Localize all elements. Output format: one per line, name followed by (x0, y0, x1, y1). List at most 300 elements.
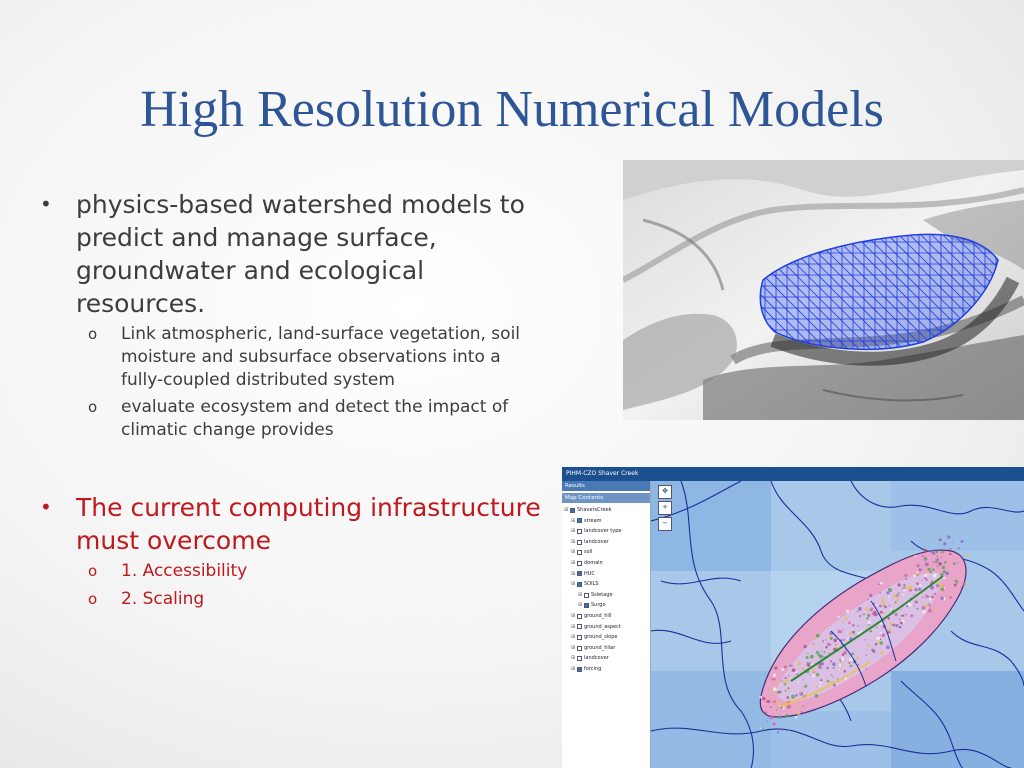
soil-patch (852, 624, 855, 627)
expand-icon[interactable]: ⊞ (571, 665, 576, 672)
soil-patch (949, 548, 952, 551)
soil-patch (939, 538, 942, 541)
layer-label: Ssletage (591, 591, 613, 598)
soil-patch (826, 667, 829, 670)
layer-tree-item[interactable] (562, 505, 650, 516)
soil-patch (842, 653, 845, 656)
soil-patch (837, 679, 838, 680)
layer-label: landcover type (584, 528, 622, 535)
soil-patch (809, 674, 810, 675)
soil-patch (922, 610, 925, 613)
soil-patch (872, 612, 875, 615)
soil-patch (915, 600, 918, 603)
soil-patch (816, 651, 819, 654)
soil-patch (917, 571, 919, 573)
soil-patch (924, 577, 927, 580)
map-contents-header[interactable]: Map Contents (562, 493, 650, 503)
soil-patch (870, 607, 873, 610)
soil-patch (877, 640, 880, 643)
soil-patch (932, 568, 935, 571)
layer-checkbox[interactable] (570, 508, 575, 513)
soil-patch (847, 633, 848, 634)
soil-patch (881, 597, 883, 599)
layer-label: ground_aspect (584, 623, 621, 630)
soil-patch (929, 607, 930, 608)
soil-patch (915, 590, 917, 592)
soil-patch (940, 551, 942, 553)
soil-patch (777, 731, 779, 733)
soil-patch (936, 558, 939, 561)
soil-patch (916, 582, 919, 585)
soil-patch (838, 669, 840, 671)
soil-patch (851, 653, 854, 656)
soil-patch (815, 672, 817, 674)
soil-patch (770, 715, 774, 719)
soil-patch (773, 678, 776, 681)
soil-patch (881, 600, 885, 604)
soil-patch (773, 674, 776, 677)
soil-patch (787, 707, 788, 708)
soil-patch (803, 679, 804, 680)
soil-patch (952, 542, 953, 543)
soil-patch (816, 673, 819, 676)
soil-patch (957, 562, 958, 563)
soil-patch (935, 551, 938, 554)
expand-icon[interactable]: ⊞ (571, 528, 576, 535)
soil-patch (880, 582, 883, 585)
soil-patch (833, 639, 837, 643)
terrain-mesh-image (623, 160, 1024, 420)
expand-icon[interactable]: ⊞ (571, 612, 576, 619)
layer-checkbox[interactable] (577, 624, 582, 629)
expand-icon[interactable]: ⊞ (571, 655, 576, 662)
layer-checkbox[interactable] (577, 646, 582, 651)
bullet-item-highlight (30, 491, 545, 557)
layer-tree-item[interactable] (562, 558, 650, 569)
layer-checkbox[interactable] (577, 550, 582, 555)
bullet-item (30, 188, 545, 320)
soil-patch (923, 549, 927, 553)
soil-patch (904, 574, 907, 577)
watershed-map-graphic (651, 481, 1024, 768)
soil-patch (925, 595, 928, 598)
layer-tree-item[interactable] (562, 600, 650, 611)
layer-checkbox[interactable] (584, 593, 589, 598)
soil-patch (830, 660, 832, 662)
soil-patch (949, 596, 952, 599)
soil-patch (850, 665, 853, 668)
soil-patch (916, 608, 918, 610)
layer-checkbox[interactable] (577, 561, 582, 566)
soil-patch (931, 596, 934, 599)
soil-patch (858, 607, 862, 611)
expand-icon[interactable]: ⊞ (571, 559, 576, 566)
soil-patch (941, 597, 944, 600)
soil-patch (946, 572, 949, 575)
soil-patch (815, 647, 817, 649)
layer-tree-item[interactable] (562, 622, 650, 633)
soil-patch (962, 570, 964, 572)
soil-patch (933, 574, 937, 578)
expand-icon[interactable]: ⊞ (571, 517, 576, 524)
layer-tree-item[interactable] (562, 653, 650, 664)
soil-patch (815, 686, 818, 689)
soil-patch (934, 593, 937, 596)
soil-patch (932, 561, 934, 563)
layer-label: SOILS (584, 581, 599, 588)
soil-patch (866, 654, 867, 655)
bullet-text: physics-based watershed models to predict and manage surface, groundwater and ecological resources. (76, 190, 525, 318)
soil-patch (882, 633, 886, 637)
layer-checkbox[interactable] (577, 635, 582, 640)
soil-patch (866, 617, 869, 620)
map-navigation-control[interactable] (658, 485, 672, 527)
soil-patch (778, 705, 780, 707)
soil-patch (776, 709, 777, 710)
sub-bullet-text: Link atmospheric, land-surface vegetation, soil moisture and subsurface observations into a fully-coupled distributed system (121, 324, 521, 390)
soil-patch (922, 555, 924, 557)
soil-patch (823, 651, 825, 653)
layer-tree-item[interactable] (562, 664, 650, 675)
soil-patch (869, 594, 872, 597)
soil-patch (888, 596, 890, 598)
soil-patch (818, 664, 822, 668)
expand-icon[interactable]: ⊞ (578, 602, 583, 609)
soil-patch (883, 612, 885, 614)
layer-checkbox[interactable] (577, 614, 582, 619)
soil-patch (858, 664, 860, 666)
soil-patch (962, 582, 965, 585)
soil-patch (820, 679, 822, 681)
soil-patch (876, 627, 877, 628)
soil-patch (876, 637, 880, 641)
soil-patch (957, 581, 959, 583)
layer-tree-item[interactable] (562, 579, 650, 590)
results-panel-header[interactable]: Results (562, 481, 650, 491)
expand-icon[interactable]: ⊞ (571, 538, 576, 545)
pan-icon[interactable]: ✥ (658, 485, 672, 499)
soil-patch (924, 557, 928, 561)
layer-checkbox[interactable] (577, 667, 582, 672)
soil-patch (788, 729, 790, 731)
zoom-in-icon[interactable]: + (658, 501, 672, 515)
expand-icon[interactable]: ⊞ (571, 549, 576, 556)
soil-patch (893, 594, 897, 598)
soil-patch (772, 722, 776, 726)
layer-tree-item[interactable] (562, 611, 650, 622)
soil-patch (857, 611, 859, 613)
soil-patch (761, 729, 764, 732)
soil-patch (799, 709, 800, 710)
soil-patch (914, 569, 915, 570)
zoom-out-icon[interactable]: − (658, 517, 672, 531)
soil-patch (802, 668, 803, 669)
soil-patch (906, 605, 908, 607)
soil-patch (785, 701, 787, 703)
soil-patch (839, 664, 842, 667)
soil-patch (898, 592, 900, 594)
soil-patch (795, 694, 798, 697)
soil-patch (928, 609, 932, 613)
sub-bullet-item (30, 588, 545, 611)
expand-icon[interactable]: ⊞ (578, 591, 583, 598)
soil-patch (916, 601, 917, 602)
soil-patch (925, 604, 929, 608)
expand-icon[interactable]: ⊞ (571, 634, 576, 641)
soil-patch (910, 614, 913, 617)
soil-patch (949, 553, 951, 555)
layer-checkbox[interactable] (577, 656, 582, 661)
layer-checkbox[interactable] (577, 529, 582, 534)
soil-patch (905, 578, 907, 580)
soil-patch (843, 629, 844, 630)
soil-patch (966, 554, 969, 557)
soil-patch (844, 617, 848, 621)
layer-label: soil (584, 549, 593, 556)
soil-patch (897, 583, 900, 586)
soil-patch (852, 631, 854, 633)
soil-patch (961, 540, 964, 543)
layer-label: ground_hilar (584, 644, 616, 651)
soil-patch (942, 551, 944, 553)
soil-patch (884, 604, 886, 606)
soil-patch (826, 639, 827, 640)
soil-patch (825, 646, 828, 649)
soil-patch (859, 647, 860, 648)
soil-patch (942, 591, 944, 593)
soil-patch (827, 680, 830, 683)
layer-label: HUC (584, 570, 595, 577)
terrain-relief-graphic (623, 160, 1024, 420)
soil-patch (935, 561, 938, 564)
sub-bullet-item (30, 396, 545, 442)
expand-icon[interactable]: ⊞ (571, 644, 576, 651)
soil-patch (784, 666, 786, 668)
soil-patch (941, 585, 944, 588)
soil-patch (928, 596, 929, 597)
soil-patch (834, 664, 836, 666)
soil-patch (958, 548, 960, 550)
layer-checkbox[interactable] (577, 582, 582, 587)
soil-patch (821, 650, 822, 651)
soil-patch (918, 588, 921, 591)
bullet-marker: • (40, 192, 52, 216)
soil-patch (930, 571, 932, 573)
soil-patch (929, 598, 932, 601)
bullet-list (30, 188, 545, 611)
soil-patch (868, 621, 871, 624)
soil-patch (806, 693, 808, 695)
map-canvas[interactable] (651, 481, 1024, 768)
soil-patch (903, 584, 905, 586)
soil-patch (842, 622, 844, 624)
soil-patch (759, 696, 762, 699)
soil-patch (865, 607, 869, 611)
sub-bullet-marker: o (88, 590, 98, 608)
soil-patch (766, 726, 767, 727)
layer-label: landcover (584, 538, 609, 545)
soil-patch (782, 680, 783, 681)
soil-patch (833, 667, 835, 669)
bullet-text: The current computing infrastructure must overcome (76, 493, 541, 555)
soil-patch (919, 568, 922, 571)
soil-patch (776, 682, 779, 685)
soil-patch (932, 581, 934, 583)
soil-patch (791, 695, 795, 699)
soil-patch (924, 574, 927, 577)
layer-tree-item[interactable] (562, 590, 650, 601)
soil-patch (822, 640, 824, 642)
soil-patch (819, 685, 821, 687)
soil-patch (859, 615, 861, 617)
soil-patch (802, 705, 804, 707)
soil-patch (785, 690, 786, 691)
soil-patch (870, 630, 872, 632)
expand-icon[interactable]: ⊞ (571, 581, 576, 588)
soil-patch (835, 644, 837, 646)
soil-patch (773, 687, 777, 691)
soil-patch (938, 562, 942, 566)
layer-label: landcover (584, 655, 609, 662)
soil-patch (866, 668, 867, 669)
soil-patch (903, 586, 906, 589)
soil-patch (915, 555, 917, 557)
sub-bullet-item (30, 560, 545, 583)
soil-patch (795, 671, 797, 673)
soil-patch (896, 598, 899, 601)
soil-patch (857, 625, 859, 627)
soil-patch (784, 677, 785, 678)
soil-patch (886, 645, 890, 649)
layer-checkbox[interactable] (577, 518, 582, 523)
layer-label: stream (584, 517, 602, 524)
soil-patch (867, 598, 869, 600)
soil-patch (788, 723, 790, 725)
soil-patch (786, 696, 789, 699)
soil-patch (863, 614, 864, 615)
soil-patch (797, 661, 801, 665)
soil-patch (803, 687, 804, 688)
soil-patch (894, 613, 897, 616)
soil-patch (889, 605, 891, 607)
soil-patch (943, 542, 946, 545)
soil-patch (789, 665, 791, 667)
expand-icon[interactable]: ⊞ (571, 623, 576, 630)
soil-patch (922, 580, 923, 581)
soil-patch (936, 556, 938, 558)
map-contents-panel (562, 481, 651, 768)
sub-bullet-marker: o (88, 398, 98, 416)
soil-patch (884, 606, 887, 609)
soil-patch (796, 673, 798, 675)
soil-patch (913, 574, 916, 577)
soil-patch (878, 583, 880, 585)
soil-patch (886, 591, 889, 594)
soil-patch (800, 690, 801, 691)
soil-patch (821, 668, 823, 670)
soil-patch (867, 614, 870, 617)
soil-patch (795, 707, 797, 709)
soil-patch (840, 631, 842, 633)
map-window-title: PIHM-CZO Shaver Creek (562, 467, 1024, 481)
layer-checkbox[interactable] (577, 540, 582, 545)
soil-patch (781, 668, 784, 671)
soil-patch (885, 620, 886, 621)
layer-tree-item[interactable] (562, 643, 650, 654)
soil-patch (887, 617, 890, 620)
soil-patch (831, 674, 832, 675)
soil-patch (813, 637, 815, 639)
layer-label: domain (584, 559, 603, 566)
layer-label: ground_slope (584, 634, 618, 641)
bullet-marker: • (40, 495, 52, 519)
soil-patch (941, 557, 942, 558)
soil-patch (854, 633, 856, 635)
soil-patch (947, 598, 949, 600)
soil-patch (953, 577, 955, 579)
layer-label: forcing (584, 665, 602, 672)
soil-patch (926, 563, 929, 566)
soil-patch (804, 685, 807, 688)
soil-patch (926, 570, 929, 573)
soil-patch (883, 605, 884, 606)
soil-patch (773, 700, 776, 703)
sub-bullet-item (30, 323, 545, 392)
soil-patch (953, 562, 956, 565)
sub-bullet-text: evaluate ecosystem and detect the impact of climatic change provides (121, 397, 509, 440)
soil-patch (829, 644, 831, 646)
layer-tree-item[interactable] (562, 537, 650, 548)
soil-patch (934, 608, 937, 611)
soil-patch (900, 621, 903, 624)
sub-bullet-text: 2. Scaling (121, 589, 205, 609)
soil-patch (899, 626, 902, 629)
layer-tree-item[interactable] (562, 569, 650, 580)
soil-patch (801, 711, 803, 713)
layer-checkbox[interactable] (584, 603, 589, 608)
layer-checkbox[interactable] (577, 571, 582, 576)
soil-patch (909, 586, 913, 590)
expand-icon[interactable]: ⊞ (571, 570, 576, 577)
soil-patch (895, 601, 897, 603)
soil-patch (837, 616, 839, 618)
soil-patch (799, 692, 802, 695)
soil-patch (783, 680, 787, 684)
soil-patch (774, 667, 777, 670)
soil-patch (895, 624, 898, 627)
layer-tree-item[interactable] (562, 526, 650, 537)
soil-patch (922, 606, 926, 610)
soil-patch (848, 662, 850, 664)
soil-patch (821, 662, 824, 665)
soil-patch (961, 587, 963, 589)
expand-icon[interactable]: ⊞ (564, 507, 569, 513)
layer-tree-item[interactable] (562, 547, 650, 558)
soil-patch (810, 655, 814, 659)
soil-patch (879, 605, 881, 607)
layer-tree-item[interactable] (562, 632, 650, 643)
soil-patch (902, 588, 903, 589)
soil-patch (797, 681, 799, 683)
soil-patch (842, 639, 844, 641)
soil-patch (807, 664, 810, 667)
layer-tree-item[interactable] (562, 516, 650, 527)
slide-title: High Resolution Numerical Models (140, 81, 884, 138)
soil-patch (902, 594, 904, 596)
soil-patch (812, 674, 815, 677)
soil-patch (875, 644, 877, 646)
soil-patch (795, 716, 797, 718)
